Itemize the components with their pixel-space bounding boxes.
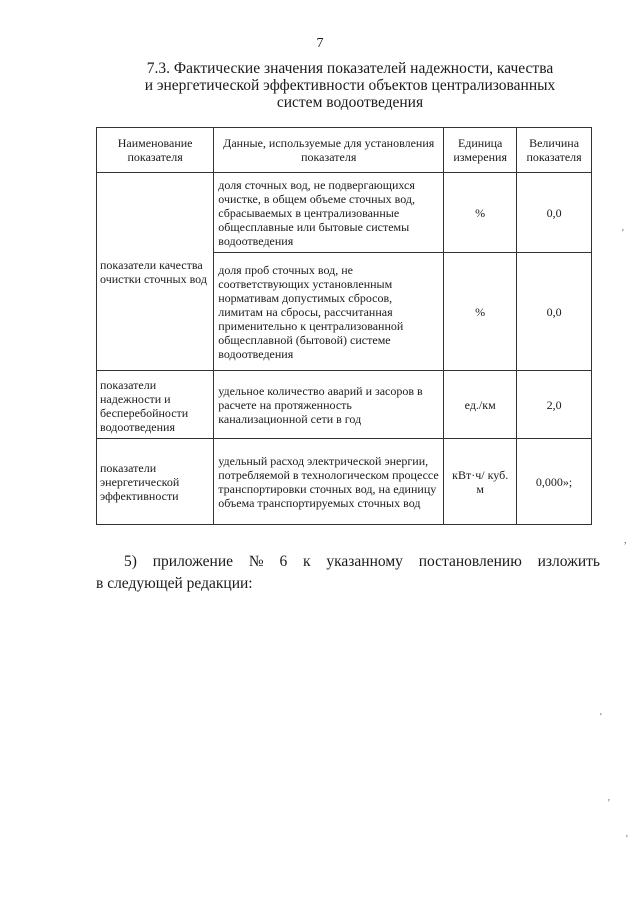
header-data: Данные, используемые для установления показателя [214,128,444,173]
title-line-3: систем водоотведения [276,94,424,111]
row-unit: % [444,253,517,371]
scan-mark: , [624,535,627,546]
row-data: доля проб сточных вод, не соответствующих установленным нормативам допустимых сбросов, лимитам на сбросы, рассчитанная применительно к централизованной общесплавной (бытовой) системе водоотведения [214,253,444,371]
scan-mark: ' [622,228,624,239]
row-value: 2,0 [517,371,592,439]
paragraph-line-2: в следующей редакции: [96,575,253,592]
row-unit: кВт·ч/ куб. м [444,439,517,525]
paragraph-word: к [303,553,311,570]
paragraph-word: 6 [279,553,288,570]
scan-mark: ' [626,834,628,845]
paragraph-word: № [248,553,264,570]
table-row [97,173,592,253]
row-unit: ед./км [444,371,517,439]
paragraph-line-1 [96,551,600,573]
group-name-quality: показатели качества очистки сточных вод [97,173,214,371]
title-line-2: и энергетической эффективности объектов централизованных [144,77,556,94]
row-data: удельное количество аварий и засоров в расчете на протяженность канализационной сети в год [214,371,444,439]
row-value: 0,0 [517,173,592,253]
table-row [97,371,592,439]
paragraph-word: постановлению [418,553,522,570]
scan-mark: ' [600,712,602,723]
scan-mark: ' [608,798,610,809]
table-row [97,439,592,525]
table-header-row [97,128,592,173]
page-number: 7 [316,36,324,51]
row-data: доля сточных вод, не подвергающихся очистке, в общем объеме сточных вод, сбрасываемых в централизованные общесплавные или бытовые системы водоотведения [214,173,444,253]
indicators-table [96,127,592,525]
row-data: удельный расход электрической энергии, потребляемой в технологическом процессе транспортировки сточных вод, на единицу объема транспортируемых сточных вод [214,439,444,525]
amendment-paragraph [96,551,600,595]
section-title [100,60,600,111]
group-name-reliability: показатели надежности и бесперебойности водоотведения [97,371,214,439]
paragraph-word: приложение [152,553,234,570]
title-line-1: 7.3. Фактические значения показателей надежности, качества [146,60,554,77]
paragraph-word: 5) [124,553,137,570]
paragraph-word: указанному [326,553,403,570]
header-unit: Единица измерения [444,128,517,173]
header-value: Величина показателя [517,128,592,173]
paragraph-word: изложить [537,553,600,570]
row-value: 0,000»; [517,439,592,525]
row-value: 0,0 [517,253,592,371]
group-name-energy: показатели энергетической эффективности [97,439,214,525]
header-name: Наименование показателя [97,128,214,173]
row-unit: % [444,173,517,253]
